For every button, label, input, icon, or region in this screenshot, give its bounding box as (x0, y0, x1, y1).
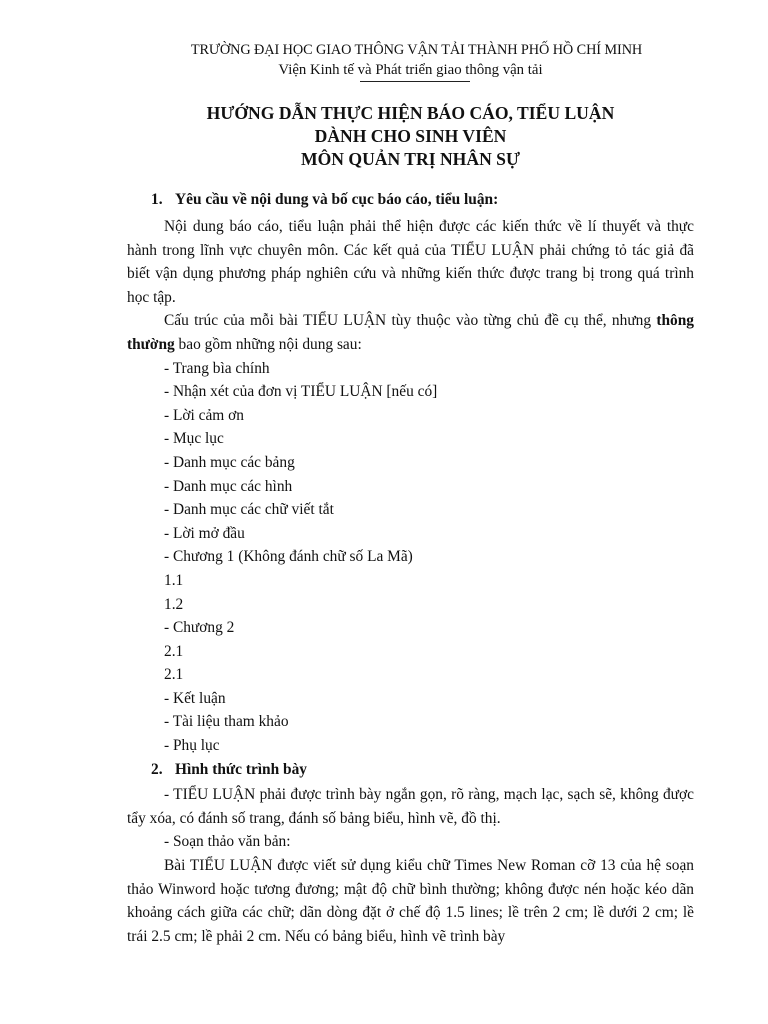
section-1-paragraph-2 (127, 309, 694, 356)
list-item: - Phụ lục (164, 737, 220, 755)
section-2-subheading: - Soạn thảo văn bản: (164, 833, 291, 851)
title-line-1: HƯỚNG DẪN THỰC HIỆN BÁO CÁO, TIỂU LUẬN (206, 103, 615, 123)
list-item: - Danh mục các bảng (164, 453, 295, 471)
paragraph-2-start: Cấu trúc của mỗi bài TIỂU LUẬN tùy thuộc vào từng chủ đề cụ thể, nhưng (164, 312, 657, 330)
document-header (127, 40, 694, 82)
list-item: 1.1 (164, 571, 184, 589)
list-item: - Kết luận (164, 689, 226, 707)
list-item: 2.1 (164, 666, 184, 684)
section-2-paragraph-2: Bài TIỂU LUẬN được viết sử dụng kiểu chữ Times New Roman cỡ 13 của hệ soạn thảo Winword hoặc tương đương; mật độ chữ bình thường; không được nén hoặc kéo dãn khoảng cách giữa các chữ; dãn dòng đặt ở chế độ 1.5 lines; lề trên 2 cm; lề dưới 2 cm; lề trái 2.5 cm; lề phải 2 cm. Nếu có bảng biểu, hình vẽ trình bày (127, 857, 694, 945)
header-divider (360, 81, 470, 82)
list-item: - Tài liệu tham khảo (164, 713, 289, 731)
university-name: TRƯỜNG ĐẠI HỌC GIAO THÔNG VẬN TẢI THÀNH PHỐ HỒ CHÍ MINH (190, 42, 643, 58)
section-1-title: Yêu cầu về nội dung và bố cục báo cáo, tiểu luận: (175, 191, 499, 208)
list-item: - Lời mở đầu (164, 524, 245, 542)
title-line-3: MÔN QUẢN TRỊ NHÂN SỰ (301, 149, 520, 169)
institute-name: Viện Kinh tế và Phát triển giao thông vận tải (278, 62, 543, 78)
list-item: - Danh mục các chữ viết tắt (164, 501, 334, 519)
list-item: 1.2 (164, 595, 184, 613)
section-1-number: 1. (151, 191, 163, 208)
list-item: - Mục lục (164, 430, 224, 448)
section-2-heading (127, 758, 694, 782)
section-1-paragraph-1: Nội dung báo cáo, tiểu luận phải thể hiện được các kiến thức về lí thuyết và thực hành trong lĩnh vực chuyên môn. Các kết quả của TIỂU LUẬN phải chứng tỏ tác giả đã biết vận dụng phương pháp nghiên cứu và những kiến thức được trang bị trong quá trình học tập. (127, 218, 694, 306)
section-2-number: 2. (151, 760, 163, 778)
paragraph-2-bold: thông thường (127, 312, 694, 353)
structure-list (127, 357, 694, 758)
list-item: - Nhận xét của đơn vị TIỂU LUẬN [nếu có] (164, 383, 438, 401)
document-page (127, 40, 694, 948)
list-item: - Trang bìa chính (164, 359, 270, 377)
list-item: - Chương 1 (Không đánh chữ số La Mã) (164, 548, 413, 566)
section-2-title: Hình thức trình bày (175, 760, 307, 778)
section-1-heading (127, 189, 694, 211)
title-line-2: DÀNH CHO SINH VIÊN (314, 126, 507, 146)
paragraph-2-end: bao gồm những nội dung sau: (174, 335, 362, 353)
list-item: - Chương 2 (164, 619, 235, 637)
list-item: 2.1 (164, 642, 184, 660)
document-title (127, 102, 694, 171)
section-2-paragraph-1: - TIỂU LUẬN phải được trình bày ngắn gọn, rõ ràng, mạch lạc, sạch sẽ, không được tẩy xóa, có đánh số trang, đánh số bảng biểu, hình vẽ, đồ thị. (127, 786, 694, 827)
list-item: - Lời cảm ơn (164, 406, 244, 424)
list-item: - Danh mục các hình (164, 477, 293, 495)
